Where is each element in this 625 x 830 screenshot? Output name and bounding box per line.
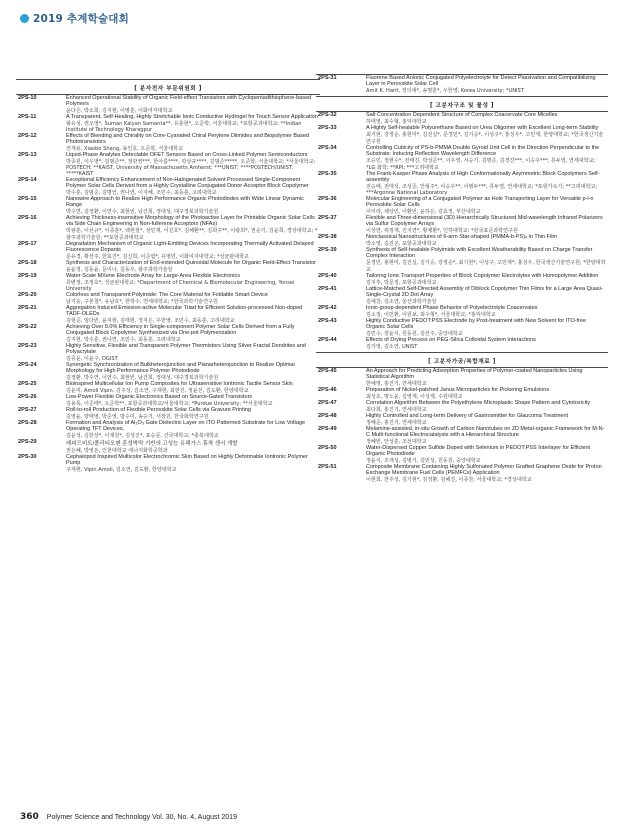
abstract-entry [16,394,320,407]
entry-title: Nonclassical Nanostructures of 6-arm Star-shaped (PMMA-b-PS)₆ in Thin Film [366,234,558,240]
poster-code: 2PS-32 [318,112,337,118]
entry-title: Highly Controlled and Long-term Delivery of Gastrosmitter for Glaucoma Treatment [366,413,569,419]
entry-text [366,464,608,483]
abstract-entry [316,400,608,413]
entry-authors: 김용록, 이준태*, 오준학**, 포항공과대학교/서울대학교; *Purdue University; **서울대학교 [66,401,273,407]
entry-text [366,215,608,234]
entry-authors: 최다희, 홍진기, 연세대학교 [366,407,427,413]
entry-authors: 하태영, 최수형, 홍익대학교 [366,119,427,125]
entry-text [366,318,608,337]
entry-title: An Approach for Predicting Adsorption Properties of Polymer-coated Nanoparticles Using Statistical Algorithm [366,368,583,380]
abstract-entry [16,420,320,439]
abstract-entry [316,305,608,318]
page-header-title: 2019 추계학술대회 [33,13,129,25]
poster-code: 2PS-43 [318,318,337,324]
entry-text [366,145,608,171]
entry-authors: 김정환, 박수연, 이연수, 최현빈, 남건희, 정대성, 대구경북과학기술원 [66,375,219,381]
page-footer [20,812,237,822]
entry-text [66,305,320,324]
abstract-entry [316,215,608,234]
entry-text [366,196,608,215]
entry-text [366,387,608,400]
entry-text [366,247,608,273]
abstract-entry [316,318,608,337]
entry-title: Effects of Blending and Chirality on Core-Cyanated Chiral Perylene Diimides and Biopolymer Based Phototransistors [66,133,309,145]
abstract-entry [316,125,608,145]
entry-title: Cephalopod Inspired Multicolor Electrochromic Skin Based on Highly Deformable Iontronic Polymer Pump [66,454,308,466]
abstract-entry [16,114,320,133]
entry-text [366,75,608,94]
abstract-entry [316,445,608,464]
poster-code: 2PS-37 [318,215,337,221]
entry-authors: 김가영, 김소연, UNIST [366,344,418,350]
abstract-entry [316,273,608,286]
entry-title: Synergetic Synchronization of Bulkheterojunction and Planarheterojunction to Realize Optimal Morphology for High Performance Polymer Photodiode [66,362,295,374]
entry-title: Colorless and Transparent Polyimide: The Core Material for Foldable Smart Device [66,292,268,298]
entry-authors: 남기웅, 구본철*, 유남호*, 한학수, 연세대학교; *한국과학기술연구원 [66,299,218,305]
entry-authors: 최기현, 강정순, 홍현미*, 김진실*, 문경민*, 김기승*, 이성구*, 홍성우*, 고민재, 한양대학교; *한국생산기술연구원 [366,132,604,145]
poster-code: 2PS-39 [318,247,337,253]
section-processing-composites [316,352,608,368]
entry-authors: 김윤미, Amoli Vipin, 김주성, 김소연, 구재현, 최한진, 정윤선, 김도환, 한양대학교 [66,388,249,394]
abstract-entry [16,152,320,177]
entry-text [66,381,320,394]
poster-code: 2PS-30 [18,454,37,460]
entry-title: Degradation Mechanism of Organic Light-Emitting Devices Incorporating Thermally Activated Delayed Fluorescence Dopants [66,241,314,253]
abstract-entry [316,75,608,94]
entry-title: Highly Conductive PEDOT:PSS Electrode by Post-treatment with New Solvent for ITO-free Organic Solar Cells [366,318,586,330]
entry-text [66,133,320,152]
entry-title: Highly Sensitive, Flexible and Transparent Polymer Thermistors Using Silver Fractal Dendrites and Polyacrylate [66,343,306,355]
abstract-entry [16,305,320,324]
entry-text [66,95,320,114]
section-structure-properties [316,96,608,112]
entry-text [366,445,608,464]
entry-text [66,394,320,407]
entry-text [66,362,320,381]
abstract-entry [16,381,320,394]
entry-text [366,125,608,145]
entry-authors: 조승민, 정현수*, 전태진, 박성준**, 이우영, 서승기, 김명준, 김경진***, 이승우***, 류두열, 연세대학교; *LG 화학; **RPI; ***고려대학교 [366,158,596,171]
abstract-entry [316,337,608,350]
right-top-entry-list [316,75,608,94]
poster-code: 2PS-31 [318,75,337,81]
entry-authors: 박수연, 김정환, 이연수, 최현빈, 남건희, 정대성, 대구경북과학기술원 [66,209,219,215]
poster-code: 2PS-42 [318,305,337,311]
entry-authors: Amit K. Harit, 정의대*, 송명훈*, 우한영, Korea University; *UNIST [366,88,524,94]
entry-authors: 김예찬, 김소연, 울산과학기술원 [366,299,437,305]
poster-code: 2PS-19 [18,273,37,279]
entry-title: Melamine-assisted, in-situ Growth of Carbon Nanotubes on 2D Metal-organic Framework for M-N-C Multi-functional Electrocatalysts with a Hierarchical Structure [366,426,605,438]
entry-text [366,273,608,286]
entry-text [66,260,320,273]
abstract-entry [316,426,608,445]
entry-text [366,337,608,350]
entry-text [366,286,608,305]
entry-title: Composite Membrane Containing Highly Sulfonated Polymer Grafted Graphene Oxide for Proton Exchange Membrane Fuel Cells (PEMFCs) Application [366,464,602,476]
poster-code: 2PS-20 [18,292,37,298]
journal-citation: Polymer Science and Technology Vol. 30, No. 4, August 2019 [46,813,237,821]
entry-title: Flexible and Three-dimensional (3D) Hierarchically Structured Mid-wavelength Infrared Polarizers via Sulfur Copolymer Arrays [366,215,603,227]
entry-authors: 김윤성, 김한상*, 이재원*, 김성진*, 표승문, 건국대학교; *충북대학교 [66,433,219,439]
right-column [316,74,608,483]
abstract-entry [16,439,320,454]
left-column [16,79,320,473]
entry-authors: 박종원, 이우영*, 김범준**, 정관영***, 한아름****, 곽상규****, 김범준*****, 오준학, 서울대학교; *서울대학교; POSTECH; **KAIST, University of Massachusetts Amherst; ***UNIST; ****POSTECH/UNIST; *****KAIST [66,159,316,177]
entry-title: Liquid-Phase Analytes Detectable OFET Sensors Based on Cross-Linked Polymer Semiconductors [66,152,308,158]
entry-title: Preparation of Nickel-patched Janus Microparticles for Pickering Emulsions [366,387,550,393]
entry-text [366,112,608,125]
entry-text [66,152,320,177]
entry-authors: 김현준, 임다빈, 윤지현, 김태현, 정지은, 우한영, 조민수, 최동훈, 고려대학교 [66,318,235,324]
entry-title: Synthesis of Self-healable Polyimide with Excellent Weatherability Based on Charge Transfer Complex Interaction [366,247,593,259]
entry-authors: 이미라, 채상민, 이환빈, 윤하은, 김효정, 부산대학교 [366,209,481,215]
entry-authors: 이상연, 위정재, 진지연*, 황제환*, 인하대학교; *한국표준과학연구원 [366,228,518,234]
poster-code: 2PS-46 [318,387,337,393]
entry-text [366,413,608,426]
entry-title: Aggregation Induced Emission-active Molecular Triad for Efficient Solution-processed Non-doped TADF-OLEDs [66,305,303,317]
poster-code: 2PS-50 [318,445,337,451]
entry-title: Salt Concentration Dependent Structure of Complex Coacervate Core Micelles [366,112,558,118]
entry-authors: 왕유성, 권오영*, Suman Kalyan Samanta**, 유충현*, 오준학, 서울대학교; *포항공과대학교; **Indian Institute of Technology Kharagpur [66,121,302,133]
poster-code: 2PS-11 [18,114,37,120]
poster-code: 2PS-47 [318,400,337,406]
poster-code: 2PS-51 [318,464,337,470]
abstract-entry [316,368,608,387]
entry-text [66,177,320,196]
entry-authors: 윤다은, 박소희, 김지현, 이병훈, 이화여자대학교 [66,108,173,114]
abstract-entry [16,324,320,343]
poster-code: 2PS-38 [318,234,337,240]
poster-code: 2PS-17 [18,241,37,247]
section3-entry-list [316,368,608,483]
entry-text [66,343,320,362]
entry-title: Enhanced Operational Stability of Organic Field-effect Transistors with Cyclopentadithiophene-based Polymers [66,95,312,107]
entry-title: Synthesis and Characterization of End-extended Quinoidal Molecule for Organic Field-Effect Transistor [66,260,316,266]
poster-code: 2PS-48 [318,413,337,419]
entry-text [66,324,320,343]
abstract-entry [316,171,608,196]
section-title-processing-composites: [ 고분자가공/복합재료 ] [316,353,608,368]
entry-authors: 전재용, Xiaobo Shang, 송인호, 오준학, 서울대학교 [66,146,183,152]
abstract-entry [16,241,320,260]
poster-code: 2PS-44 [318,337,337,343]
page-number: 360 [20,812,39,822]
entry-title: Lattice-Matched Self-Directed Assembly of Diblock Copolymer Thin Films for a Large Area Quasi-Single-Crystal 2D Dot Array [366,286,603,298]
poster-code: 2PS-15 [18,196,37,202]
abstract-entry [16,407,320,420]
poster-code: 2PS-12 [18,133,37,139]
entry-authors: 문경민, 홍현미, 김진실, 김기승, 강정순*, 최기현*, 이성구, 고민재*, 홍성우, 한국생산기술연구원; *한양대학교 [366,260,606,273]
poster-code: 2PS-22 [18,324,37,330]
entry-title: Bioinspired Multicellular Ion Pump Composites for Ultrasensitive Iontronic Tactile Sensor Skin [66,381,293,387]
entry-title: Low-Power Flexible Organic Electronics Based on Source-Gated Transistors [66,394,253,400]
entry-authors: 류변정, 조정호*, 성균관대학교; *Department of Chemical & Biomolecular Engineering, Yonsei University [66,280,295,292]
entry-text [66,454,320,473]
poster-code: 2PS-45 [318,368,337,374]
poster-code: 2PS-49 [318,426,337,432]
entry-title: Correlation Algorithm Between the Polyethylene Microplastic Shape Pattern and Cytotoxicity [366,400,591,406]
entry-authors: 박광훈, 이선규*, 이종훈*, 백현철*, 성민재, 이진호*, 김해환**, 김희주**, 이광희*, 권순기, 김윤희, 경상대학교; *광주과학기술원; **포항공과대학교 [66,228,318,241]
entry-title: A Transparent, Self-Healing, Highly Stretchable Ionic Conductive Hydrogel for Touch Sensor Application [66,114,318,120]
entry-text [66,215,320,241]
entry-authors: 전승배, 전태석, 조성준, 안형주*, 이승우**, 이병두***, 류두열, 연세대학교; *포항가속기; **고려대학교; ***Argonne National Laboratory [366,184,598,196]
poster-code: 2PS-13 [18,152,37,158]
abstract-entry [16,196,320,215]
abstract-entry [316,413,608,426]
poster-code: 2PS-21 [18,305,37,311]
entry-authors: 박수훈, 김범준, 김명언, 권나연, 이지혜, 조민수, 최동훈, 고려대학교 [66,190,217,196]
left-entry-list [16,95,320,473]
page-header [20,11,129,26]
section-title-molecular-electronics: [ 분자전자 부문위원회 ] [16,79,320,95]
entry-authors: 정혜빈, 안성훈, 조선대학교 [366,439,427,445]
entry-title: A Highly Self-healable Polyurethane Based on Urea Oligomer with Excellent Long-term Stability [366,125,599,131]
entry-authors: 김영윤, 양태영, 박준영, 방수미, 송승기, 서장원, 한국화학연구원 [66,414,209,420]
abstract-entry [16,343,320,362]
entry-title: Roll-to-roll Production of Flexible Perovskite Solar Cells via Gravure Printing [66,407,251,413]
entry-text [366,426,608,445]
entry-title: Controlling Cubicity of PS-b-PMMA Double Gyroid Unit Cell in the Direction Perpendicular to the Substrate: Inducing Reflection Wavelength Difference [366,145,600,157]
abstract-entry [316,286,608,305]
section2-entry-list [316,112,608,350]
poster-code: 2PS-16 [18,215,37,221]
entry-title: 레피드비트/폴리티오펜 혼성박막 기반의 고성능 유해가스 휴착 센서 개발 [66,441,238,447]
entry-text [66,241,320,260]
abstract-entry [16,133,320,152]
entry-title: Achieving Thickness-insensitive Morphology of the Photoactive Layer for Printable Organic Solar Cells via Side Chain Engineering in Non-fullerene Acceptors (NFAs) [66,215,315,227]
abstract-entry [316,464,608,483]
entry-title: Nanowire Approach to Realize High Performance Organic Photodiodes with Wide Linear Dynamic Range [66,196,304,208]
entry-text [366,400,608,413]
poster-code: 2PS-40 [318,273,337,279]
entry-text [66,273,320,292]
entry-title: Achieving Over 5.0% Efficiency in Single-component Polymer Solar Cells Derived from a Fully Conjugated Block Copolymer Synthesized via One-pot Polymerization [66,324,295,336]
poster-code: 2PS-41 [318,286,337,292]
entry-text [66,420,320,439]
abstract-entry [316,234,608,247]
poster-code: 2PS-25 [18,381,37,387]
abstract-entry [16,362,320,381]
entry-text [366,305,608,318]
poster-code: 2PS-33 [318,125,337,131]
abstract-entry [316,387,608,400]
poster-code: 2PS-10 [18,95,37,101]
section-title-structure-properties: [ 고분자구조 및 물성 ] [316,97,608,112]
entry-title: Effects of Drying Process on PEG-Silica Colloidal System Interactions [366,337,536,343]
entry-title: Fluorene Based Anionic Conjugated Polyelectrolyte for Detect Passivation and Compatibilizing Layer in Perovskite Solar Cell [366,75,596,87]
entry-text [66,114,320,133]
poster-code: 2PS-14 [18,177,37,183]
entry-authors: 김소정, 이민환, 이원보, 최수형*, 서울대학교; *홍익대학교 [366,312,496,318]
abstract-entry [16,95,320,114]
poster-code: 2PS-28 [18,420,37,426]
poster-code: 2PS-35 [318,171,337,177]
entry-authors: 윤윤정, 김동윤, 문미나, 김동우, 광주과학기술원 [66,267,173,273]
entry-text [366,234,608,247]
entry-authors: 박소영, 김진곤, 포항공과대학교 [366,241,437,247]
entry-text [366,171,608,196]
abstract-entry [16,454,320,473]
entry-authors: 구재현, Vipin Amoli, 김소연, 김도환, 한양대학교 [66,467,177,473]
entry-authors: 권은혜, 박영돈, 인천대학교 에너지화학공학과 [66,448,168,454]
abstract-entry [16,260,320,273]
abstract-entry [316,247,608,273]
entry-title: The Frank-Kasper Phase Analysis of High Conformationally Asymmetric Block Copolymers Self-assembly [366,171,600,183]
abstract-entry [316,145,608,171]
entry-title: Molecular Engineering of a Conjugated Polymer as Hole Transporting Layer for Versatile p-i-n Perovskite Solar Cells [366,196,594,208]
entry-title: Exceptional Efficiency Enhancement of Non-Halogenated Solvent Processed Single-Component Polymer Solar Cells Derived from a Highly Crystalline Conjugated Donor-Acceptor Block Copolymer [66,177,309,189]
poster-code: 2PS-26 [18,394,37,400]
abstract-entry [16,292,320,305]
abstract-entry [316,112,608,125]
entry-authors: 최성호, 명노윤, 김영재, 이성재, 수원대학교 [366,394,463,400]
entry-authors: 김종윤, 이윤구, DGIST [66,356,118,362]
entry-text [66,439,320,454]
entry-authors: 문유경, 황선주, 한효진*, 김신희, 이준엽*, 유영민, 이화여자대학교; *성균관대학교 [66,254,249,260]
poster-code: 2PS-18 [18,260,37,266]
entry-title: Formation and Analysis of Al₂O₃ Gate Dielectric Layer on ITO Patterned Substrate for Low Voltage Operating TFT Devices, [66,420,306,432]
entry-text [66,407,320,420]
poster-code: 2PS-27 [18,407,37,413]
entry-authors: 김지현, 박수훈, 권나연, 조민수, 최동훈, 고려대학교 [66,337,181,343]
poster-code: 2PS-36 [318,196,337,202]
abstract-entry [16,273,320,292]
entry-title: Water-Scale MXene Electrode Array for Large-Area Flexible Electronics [66,273,241,279]
poster-code: 2PS-29 [18,439,37,445]
entry-authors: 김지후, 박문정, 포항공과대학교 [366,280,437,286]
abstract-entry [16,177,320,196]
poster-code: 2PS-34 [318,145,337,151]
entry-title: Ionic-group-dependent Phase Behavior of Polyelectrolyte Coacervates [366,305,538,311]
entry-authors: 정윤식, 조재성, 김병기, 김민성, 원동원, 중앙대학교 [366,458,481,464]
entry-authors: 김민수, 장윤식, 원동원, 김선주, 중앙대학교 [366,331,463,337]
entry-authors: 이현희, 한주성, 김기현*, 김정환, 김해진, 이종찬, 서울대학교; *경상대학교 [366,477,532,483]
entry-authors: 정혜준, 홍진기, 연세대학교 [366,420,427,426]
entry-authors: 한예영, 홍진기, 연세대학교 [366,381,427,387]
entry-text [366,368,608,387]
bullet-icon [20,14,29,23]
entry-title: Tailoring Ionic Transport Properties of Block Copolymer Electrolytes with Homopolymer Addition [366,273,599,279]
abstract-entry [316,196,608,215]
abstract-entry [16,215,320,241]
poster-code: 2PS-24 [18,362,37,368]
entry-title: Water-Dispersed Copper Sulfide Doped with Selenium in PEDOT:PSS Interlayer for Efficient Organic Photodiode [366,445,591,457]
poster-code: 2PS-23 [18,343,37,349]
entry-text [66,196,320,215]
entry-text [66,292,320,305]
